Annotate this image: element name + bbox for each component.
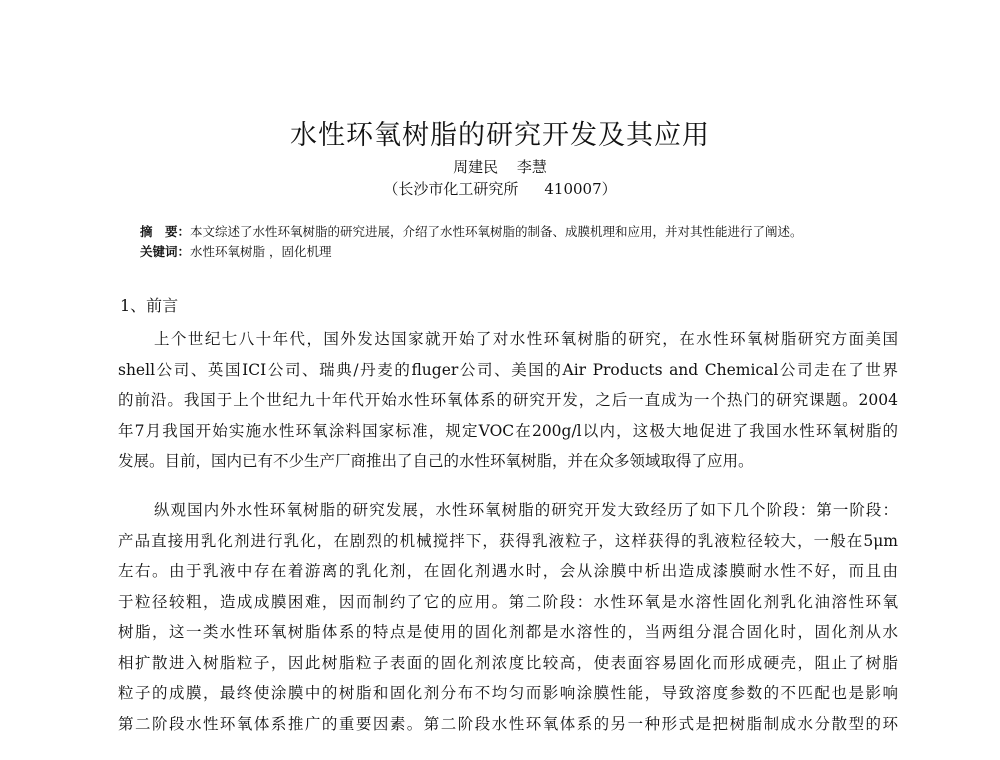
paragraph-line: 的前沿。我国于上个世纪九十年代开始水性环氧体系的研究开发，之后一直成为一个热门的研究课题。2004 [118, 391, 898, 409]
affiliation-name: （长沙市化工研究所 [383, 180, 519, 198]
paragraph-2 [118, 495, 898, 739]
paragraph-line: 发展。目前，国内已有不少生产厂商推出了自己的水性环氧树脂，并在众多领域取得了应用。 [118, 452, 754, 470]
paragraph-line: 第二阶段水性环氧体系推广的重要因素。第二阶段水性环氧体系的另一种形式是把树脂制成水分散型的环 [118, 714, 898, 733]
abstract-text: 本文综述了水性环氧树脂的研究进展，介绍了水性环氧树脂的制备、成膜机理和应用，并对其性能进行了阐述。 [190, 224, 803, 239]
paragraph-line: 左右。由于乳液中存在着游离的乳化剂，在固化剂遇水时，会从涂膜中析出造成漆膜耐水性不好，而且由 [118, 562, 898, 580]
paragraph-line: 树脂，这一类水性环氧树脂体系的特点是使用的固化剂都是水溶性的，当两组分混合固化时，固化剂从水 [118, 623, 898, 641]
paper-affiliation [0, 178, 1000, 200]
section-heading-introduction: 1、前言 [120, 296, 179, 315]
keywords-line [140, 242, 920, 262]
paragraph-line: 上个世纪七八十年代，国外发达国家就开始了对水性环氧树脂的研究，在水性环氧树脂研究方面美国 [154, 330, 898, 348]
paragraph-1 [118, 324, 898, 477]
paragraph-line: 于粒径较粗，造成成膜困难，因而制约了它的应用。第二阶段：水性环氧是水溶性固化剂乳化油溶性环氧 [118, 592, 898, 611]
paper-authors: 周建民 李慧 [453, 158, 547, 176]
paragraph-line: 产品直接用乳化剂进行乳化，在剧烈的机械搅拌下，获得乳液粒子，这样获得的乳液粒径较大，一般在5μm [118, 531, 898, 550]
paragraph-line: 年7月我国开始实施水性环氧涂料国家标准，规定VOC在200g/l以内，这极大地促进了我国水性环氧树脂的 [118, 421, 898, 440]
paragraph-line: 粒子的成膜，最终使涂膜中的树脂和固化剂分布不均匀而影响涂膜性能，导致溶度参数的不匹配也是影响 [118, 684, 898, 702]
keywords-label: 关键词： [140, 244, 191, 259]
paper-title: 水性环氧树脂的研究开发及其应用 [290, 120, 710, 151]
paragraph-line: 纵观国内外水性环氧树脂的研究发展，水性环氧树脂的研究开发大致经历了如下几个阶段：第一阶段： [154, 501, 898, 519]
abstract-block [140, 222, 920, 262]
paragraph-line: shell公司、英国ICI公司、瑞典/丹麦的fluger公司、美国的Air Products and Chemical公司走在了世界 [118, 360, 898, 379]
abstract-label: 摘 要： [140, 224, 191, 239]
keywords-text: 水性环氧树脂 ，固化机理 [190, 244, 332, 259]
abstract-line [140, 222, 920, 242]
paragraph-line: 相扩散进入树脂粒子，因此树脂粒子表面的固化剂浓度比较高，使表面容易固化而形成硬壳，阻止了树脂 [118, 653, 898, 672]
affiliation-postal-code: 410007） [544, 180, 617, 198]
